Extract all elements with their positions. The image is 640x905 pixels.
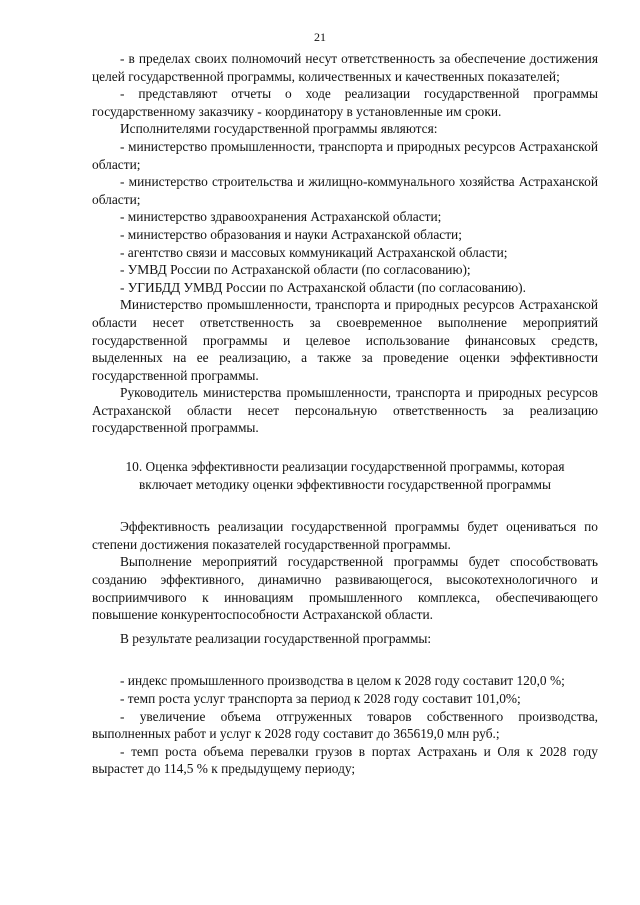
paragraph-results-intro: В результате реализации государственной программы: [120, 630, 432, 646]
list-item-result: - темп роста услуг транспорта за период к 2028 году составит 101,0%; [120, 691, 521, 706]
list-item-executor: - министерство здравоохранения Астраханской области; [120, 209, 442, 225]
list-item-result: - индекс промышленного производства в целом к 2028 году составит 120,0 %; [120, 673, 565, 689]
paragraph-efficiency: Эффективность реализации государственной программы будет оцениваться по степени достижения показателей государственной программы. [92, 519, 598, 552]
paragraph-activities: Выполнение мероприятий государственной программы будет способствовать созданию эффективного, динамично развивающегося, высокотехнологичного и восприимчивого к инновациям промышленного комплекса, обеспечивающего повышение конкурентоспособности Астраханской области. [92, 554, 598, 623]
list-item-executor: - УМВД России по Астраханской области (по согласованию); [120, 262, 471, 278]
paragraph-executors-intro: Исполнителями государственной программы являются: [120, 121, 438, 137]
list-item-executor: - министерство образования и науки Астраханской области; [120, 226, 462, 242]
list-item-result: - темп роста объема перевалки грузов в портах Астрахань и Оля к 2028 году вырастет до 114,5 % к предыдущему периоду; [92, 743, 598, 777]
paragraph-reports: - представляют отчеты о ходе реализации государственной программы государственному заказчику - координатору в установленные им сроки. [92, 86, 598, 119]
list-item-executor: - УГИБДД УМВД России по Астраханской области (по согласованию). [120, 279, 526, 295]
page-number: 21 [314, 30, 326, 44]
list-item-executor: - агентство связи и массовых коммуникаций Астраханской области; [120, 244, 508, 260]
list-item-executor: - министерство промышленности, транспорта и природных ресурсов Астраханской области; [92, 138, 598, 172]
list-item-executor: - министерство строительства и жилищно-коммунального хозяйства Астраханской области; [92, 174, 598, 207]
paragraph-ministry-responsibility: Министерство промышленности, транспорта и природных ресурсов Астраханской области несет ответственность за своевременное выполнение мероприятий государственной программы и целевое использование финансовых средств, выделенных на ее реализацию, а также за проведение оценки эффективности государственной программы. [92, 297, 598, 383]
list-item-result: - увеличение объема отгруженных товаров собственного производства, выполненных работ и услуг к 2028 году составит до 365619,0 млн руб.; [92, 708, 598, 742]
paragraph-responsibility: - в пределах своих полномочий несут ответственность за обеспечение достижения целей государственной программы, количественных и качественных показателей; [92, 51, 598, 84]
document-body [92, 50, 598, 778]
section-heading: 10. Оценка эффективности реализации государственной программы, которая включает методику оценки эффективности государственной программы [125, 459, 565, 492]
paragraph-head-responsibility: Руководитель министерства промышленности, транспорта и природных ресурсов Астраханской области несет персональную ответственность за реализацию государственной программы. [92, 385, 598, 436]
